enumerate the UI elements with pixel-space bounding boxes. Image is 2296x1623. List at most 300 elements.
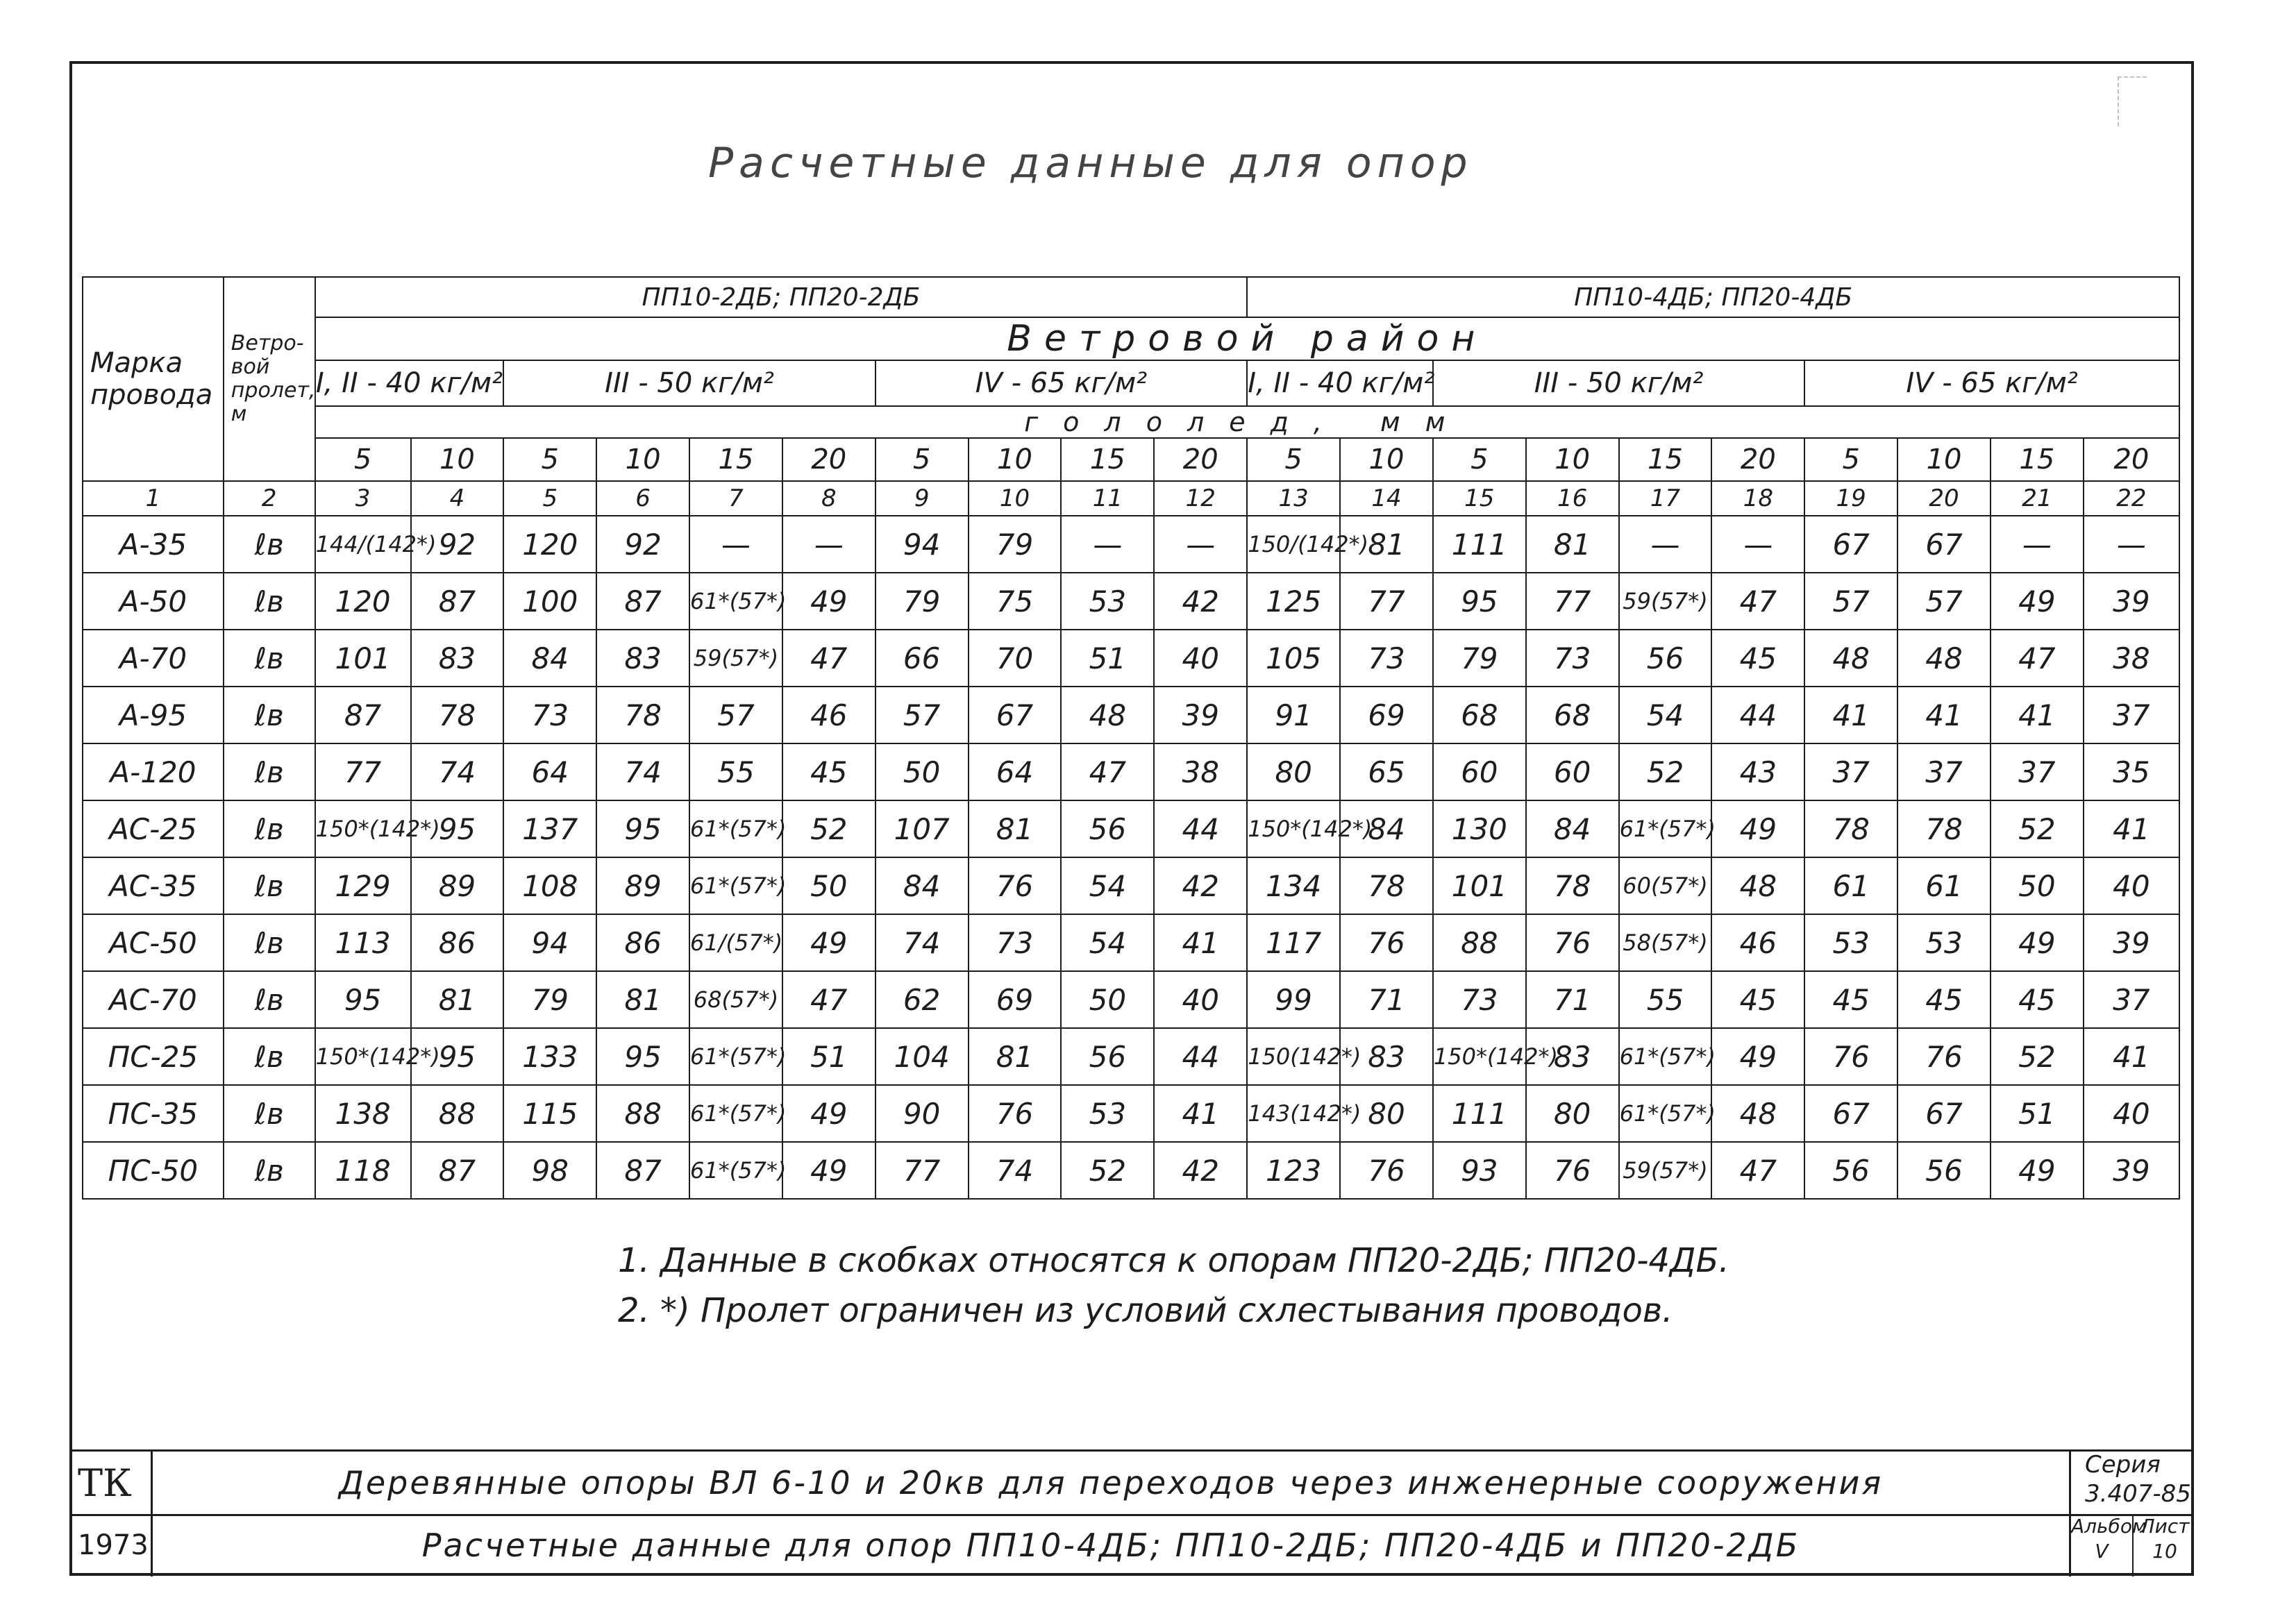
span-value-cell: 49	[1711, 800, 1804, 857]
span-value-cell: 39	[2084, 1142, 2179, 1199]
table-row	[83, 516, 2179, 573]
span-value-cell: 61*(57*)	[689, 1142, 782, 1199]
span-value-cell: 54	[1061, 914, 1154, 971]
col-header-wind-span: Ветро- вой пролет, м	[224, 277, 315, 481]
table-row	[83, 630, 2179, 687]
span-value-cell: —	[689, 516, 782, 573]
span-value-cell: 67	[1897, 1085, 1991, 1142]
span-value-cell: 87	[411, 1142, 504, 1199]
column-number-cell: 5	[503, 481, 596, 516]
ice-thickness-cell: 10	[411, 438, 504, 481]
wind-span-cell: ℓв	[224, 630, 315, 687]
span-value-cell: 79	[1433, 630, 1526, 687]
span-value-cell: 35	[2084, 743, 2179, 800]
bottom-border	[69, 1573, 2194, 1576]
span-value-cell: 49	[782, 914, 875, 971]
span-value-cell: 48	[1061, 687, 1154, 743]
span-value-cell: 41	[1897, 687, 1991, 743]
span-value-cell: 150*(142*)	[1247, 800, 1340, 857]
span-value-cell: 123	[1247, 1142, 1340, 1199]
span-value-cell: 68	[1526, 687, 1619, 743]
wire-brand-cell: ПС-25	[83, 1028, 224, 1085]
span-value-cell: 84	[875, 857, 969, 914]
span-value-cell: 69	[1340, 687, 1433, 743]
span-value-cell: 66	[875, 630, 969, 687]
span-value-cell: 91	[1247, 687, 1340, 743]
span-value-cell: 49	[782, 1142, 875, 1199]
span-value-cell: —	[1154, 516, 1247, 573]
wind-span-cell: ℓв	[224, 914, 315, 971]
ice-thickness-cell: 5	[315, 438, 411, 481]
span-value-cell: 67	[1804, 1085, 1897, 1142]
span-value-cell: 73	[503, 687, 596, 743]
table-row	[83, 687, 2179, 743]
column-number-cell: 12	[1154, 481, 1247, 516]
wire-brand-cell: А-50	[83, 573, 224, 630]
span-value-cell: 57	[1897, 573, 1991, 630]
span-value-cell: 49	[782, 573, 875, 630]
span-value-cell: 77	[1526, 573, 1619, 630]
span-value-cell: 76	[1526, 1142, 1619, 1199]
span-value-cell: 78	[596, 687, 689, 743]
span-value-cell: 45	[1711, 971, 1804, 1028]
span-value-cell: 41	[1154, 914, 1247, 971]
span-value-cell: 49	[1991, 1142, 2084, 1199]
span-value-cell: 79	[969, 516, 1062, 573]
span-value-cell: 138	[315, 1085, 411, 1142]
wind-span-cell: ℓв	[224, 971, 315, 1028]
span-value-cell: 46	[782, 687, 875, 743]
table-row	[83, 743, 2179, 800]
span-value-cell: 100	[503, 573, 596, 630]
span-value-cell: 86	[596, 914, 689, 971]
span-value-cell: 42	[1154, 573, 1247, 630]
span-value-cell: 67	[1804, 516, 1897, 573]
ice-thickness-cell: 20	[782, 438, 875, 481]
table-row	[83, 573, 2179, 630]
span-value-cell: 39	[1154, 687, 1247, 743]
group-header-2db: ПП10-2ДБ; ПП20-2ДБ	[315, 277, 1248, 317]
column-number-cell: 20	[1897, 481, 1991, 516]
wire-brand-cell: АС-50	[83, 914, 224, 971]
span-value-cell: 53	[1061, 1085, 1154, 1142]
span-value-cell: 39	[2084, 573, 2179, 630]
albom-value: V	[2095, 1540, 2109, 1563]
span-value-cell: 76	[1897, 1028, 1991, 1085]
span-value-cell: 111	[1433, 1085, 1526, 1142]
span-value-cell: 50	[1061, 971, 1154, 1028]
span-value-cell: 46	[1711, 914, 1804, 971]
span-value-cell: 65	[1340, 743, 1433, 800]
span-value-cell: 38	[2084, 630, 2179, 687]
list-label: Лист	[2140, 1515, 2190, 1538]
span-value-cell: 43	[1711, 743, 1804, 800]
span-value-cell: 76	[1340, 1142, 1433, 1199]
span-value-cell: 87	[315, 687, 411, 743]
span-value-cell: 111	[1433, 516, 1526, 573]
span-value-cell: 44	[1154, 800, 1247, 857]
span-value-cell: 50	[875, 743, 969, 800]
span-value-cell: 37	[1804, 743, 1897, 800]
span-value-cell: 79	[503, 971, 596, 1028]
column-number-cell: 6	[596, 481, 689, 516]
span-value-cell: 40	[2084, 1085, 2179, 1142]
span-value-cell: 83	[411, 630, 504, 687]
span-value-cell: 52	[1991, 800, 2084, 857]
span-value-cell: 60	[1433, 743, 1526, 800]
span-value-cell: 120	[315, 573, 411, 630]
span-value-cell: 90	[875, 1085, 969, 1142]
column-number-cell: 3	[315, 481, 411, 516]
span-value-cell: —	[1711, 516, 1804, 573]
span-value-cell: 89	[596, 857, 689, 914]
span-value-cell: 56	[1061, 1028, 1154, 1085]
corner-mark	[2118, 76, 2147, 126]
seriya-cell	[2069, 1452, 2194, 1514]
span-value-cell: 48	[1897, 630, 1991, 687]
ice-thickness-cell: 15	[1991, 438, 2084, 481]
span-value-cell: 44	[1711, 687, 1804, 743]
span-value-cell: 115	[503, 1085, 596, 1142]
data-table	[82, 276, 2180, 1200]
span-value-cell: 60	[1526, 743, 1619, 800]
span-value-cell: 113	[315, 914, 411, 971]
span-value-cell: 92	[411, 516, 504, 573]
span-value-cell: 104	[875, 1028, 969, 1085]
span-value-cell: 53	[1061, 573, 1154, 630]
span-value-cell: 50	[782, 857, 875, 914]
span-value-cell: 76	[1526, 914, 1619, 971]
span-value-cell: 143(142*)	[1247, 1085, 1340, 1142]
wind-zone-header: III - 50 кг/м²	[503, 360, 875, 406]
span-value-cell: 41	[1991, 687, 2084, 743]
span-value-cell: 53	[1804, 914, 1897, 971]
span-value-cell: 74	[875, 914, 969, 971]
span-value-cell: 42	[1154, 1142, 1247, 1199]
span-value-cell: 73	[1433, 971, 1526, 1028]
span-value-cell: 48	[1711, 857, 1804, 914]
span-value-cell: 81	[1526, 516, 1619, 573]
span-value-cell: 52	[1619, 743, 1712, 800]
span-value-cell: 78	[1897, 800, 1991, 857]
title-block	[69, 1449, 2194, 1574]
span-value-cell: 78	[1340, 857, 1433, 914]
ice-thickness-cell: 5	[875, 438, 969, 481]
span-value-cell: 134	[1247, 857, 1340, 914]
wind-span-cell: ℓв	[224, 516, 315, 573]
span-value-cell: 81	[596, 971, 689, 1028]
span-value-cell: 120	[503, 516, 596, 573]
column-number-cell: 18	[1711, 481, 1804, 516]
span-value-cell: 137	[503, 800, 596, 857]
title-block-line1: Деревянные опоры ВЛ 6-10 и 20кв для переходов через инженерные сооружения	[338, 1464, 1884, 1502]
span-value-cell: 61*(57*)	[689, 857, 782, 914]
span-value-cell: 57	[689, 687, 782, 743]
column-number-cell: 13	[1247, 481, 1340, 516]
span-value-cell: 47	[1061, 743, 1154, 800]
span-value-cell: 56	[1061, 800, 1154, 857]
span-value-cell: 45	[1897, 971, 1991, 1028]
span-value-cell: 94	[503, 914, 596, 971]
albom-list-cell	[2069, 1514, 2194, 1576]
column-number-cell: 17	[1619, 481, 1712, 516]
span-value-cell: 51	[1061, 630, 1154, 687]
span-value-cell: 95	[315, 971, 411, 1028]
span-value-cell: 87	[596, 573, 689, 630]
span-value-cell: 74	[596, 743, 689, 800]
span-value-cell: 61*(57*)	[1619, 800, 1712, 857]
span-value-cell: 68(57*)	[689, 971, 782, 1028]
span-value-cell: 45	[1804, 971, 1897, 1028]
span-value-cell: 80	[1526, 1085, 1619, 1142]
span-value-cell: 49	[1991, 914, 2084, 971]
span-value-cell: 47	[1711, 1142, 1804, 1199]
span-value-cell: 56	[1804, 1142, 1897, 1199]
span-value-cell: 41	[2084, 800, 2179, 857]
span-value-cell: 61*(57*)	[1619, 1028, 1712, 1085]
span-value-cell: 108	[503, 857, 596, 914]
span-value-cell: 54	[1061, 857, 1154, 914]
span-value-cell: 47	[1711, 573, 1804, 630]
span-value-cell: 95	[411, 1028, 504, 1085]
column-number-cell: 8	[782, 481, 875, 516]
span-value-cell: 52	[1061, 1142, 1154, 1199]
span-value-cell: 88	[1433, 914, 1526, 971]
albom-label: Альбом	[2071, 1515, 2147, 1538]
span-value-cell: 64	[969, 743, 1062, 800]
span-value-cell: 84	[1526, 800, 1619, 857]
span-value-cell: 76	[969, 857, 1062, 914]
span-value-cell: 77	[315, 743, 411, 800]
wind-zone-header: IV - 65 кг/м²	[1804, 360, 2179, 406]
span-value-cell: 75	[969, 573, 1062, 630]
span-value-cell: 77	[1340, 573, 1433, 630]
span-value-cell: 60(57*)	[1619, 857, 1712, 914]
page-title: Расчетные данные для опор	[708, 139, 1473, 187]
span-value-cell: 83	[1340, 1028, 1433, 1085]
span-value-cell: 57	[875, 687, 969, 743]
span-value-cell: 61*(57*)	[689, 1085, 782, 1142]
ice-thickness-cell: 20	[2084, 438, 2179, 481]
title-block-code-cell	[69, 1452, 153, 1514]
wind-zone-header: III - 50 кг/м²	[1433, 360, 1804, 406]
table-row	[83, 914, 2179, 971]
span-value-cell: 101	[1433, 857, 1526, 914]
ice-thickness-cell: 5	[1247, 438, 1340, 481]
wind-zone-header: IV - 65 кг/м²	[875, 360, 1247, 406]
span-value-cell: 41	[2084, 1028, 2179, 1085]
wire-brand-cell: А-120	[83, 743, 224, 800]
span-value-cell: 55	[689, 743, 782, 800]
note-2: 2. *) Пролет ограничен из условий схлестывания проводов.	[618, 1291, 1673, 1330]
span-value-cell: 69	[969, 971, 1062, 1028]
span-value-cell: 73	[1340, 630, 1433, 687]
span-value-cell: 61*(57*)	[1619, 1085, 1712, 1142]
span-value-cell: 61*(57*)	[689, 800, 782, 857]
column-number-cell: 15	[1433, 481, 1526, 516]
span-value-cell: 47	[782, 971, 875, 1028]
span-value-cell: 38	[1154, 743, 1247, 800]
span-value-cell: 48	[1804, 630, 1897, 687]
wire-brand-cell: АС-25	[83, 800, 224, 857]
wind-span-cell: ℓв	[224, 743, 315, 800]
wind-span-cell: ℓв	[224, 800, 315, 857]
span-value-cell: 73	[1526, 630, 1619, 687]
span-value-cell: 47	[1991, 630, 2084, 687]
ice-thickness-cell: 10	[596, 438, 689, 481]
span-value-cell: 99	[1247, 971, 1340, 1028]
span-value-cell: 150*(142*)	[315, 800, 411, 857]
span-value-cell: 52	[1991, 1028, 2084, 1085]
table-row	[83, 800, 2179, 857]
span-value-cell: 81	[969, 1028, 1062, 1085]
span-value-cell: 50	[1991, 857, 2084, 914]
ice-thickness-cell: 15	[1061, 438, 1154, 481]
span-value-cell: 61	[1804, 857, 1897, 914]
span-value-cell: 39	[2084, 914, 2179, 971]
ice-thickness-cell: 5	[1433, 438, 1526, 481]
span-value-cell: —	[1991, 516, 2084, 573]
span-value-cell: 105	[1247, 630, 1340, 687]
span-value-cell: 130	[1433, 800, 1526, 857]
column-number-cell: 2	[224, 481, 315, 516]
span-value-cell: 95	[596, 800, 689, 857]
wire-brand-cell: ПС-50	[83, 1142, 224, 1199]
span-value-cell: 73	[969, 914, 1062, 971]
table-row	[83, 1142, 2179, 1199]
column-number-cell: 1	[83, 481, 224, 516]
col-header-wire-brand: Марка провода	[83, 277, 224, 481]
span-value-cell: 81	[969, 800, 1062, 857]
span-value-cell: 59(57*)	[1619, 573, 1712, 630]
span-value-cell: 61	[1897, 857, 1991, 914]
span-value-cell: 84	[1340, 800, 1433, 857]
column-number-cell: 22	[2084, 481, 2179, 516]
column-number-cell: 11	[1061, 481, 1154, 516]
span-value-cell: 118	[315, 1142, 411, 1199]
ice-thickness-cell: 5	[1804, 438, 1897, 481]
list-value: 10	[2152, 1540, 2177, 1563]
wire-brand-cell: А-35	[83, 516, 224, 573]
span-value-cell: 61*(57*)	[689, 573, 782, 630]
span-value-cell: 45	[1991, 971, 2084, 1028]
span-value-cell: 87	[596, 1142, 689, 1199]
span-value-cell: 98	[503, 1142, 596, 1199]
ice-thickness-cell: 5	[503, 438, 596, 481]
span-value-cell: 62	[875, 971, 969, 1028]
span-value-cell: 59(57*)	[1619, 1142, 1712, 1199]
span-value-cell: —	[1061, 516, 1154, 573]
span-value-cell: 61*(57*)	[689, 1028, 782, 1085]
table-row	[83, 971, 2179, 1028]
span-value-cell: 49	[1991, 573, 2084, 630]
span-value-cell: 80	[1340, 1085, 1433, 1142]
seriya-value: 3.407-85	[2085, 1480, 2191, 1508]
wire-brand-cell: А-95	[83, 687, 224, 743]
span-value-cell: 133	[503, 1028, 596, 1085]
span-value-cell: 71	[1340, 971, 1433, 1028]
span-value-cell: 64	[503, 743, 596, 800]
ice-thickness-cell: 20	[1154, 438, 1247, 481]
span-value-cell: 150*(142*)	[1433, 1028, 1526, 1085]
wire-brand-cell: ПС-35	[83, 1085, 224, 1142]
span-value-cell: 144/(142*)	[315, 516, 411, 573]
span-value-cell: 68	[1433, 687, 1526, 743]
ice-thickness-cell: 10	[1897, 438, 1991, 481]
note-1: 1. Данные в скобках относятся к опорам ПП20-2ДБ; ПП20-4ДБ.	[618, 1241, 1729, 1280]
span-value-cell: 95	[1433, 573, 1526, 630]
seriya-label: Серия	[2085, 1451, 2161, 1479]
span-value-cell: 87	[411, 573, 504, 630]
wind-span-cell: ℓв	[224, 573, 315, 630]
wind-span-cell: ℓв	[224, 857, 315, 914]
span-value-cell: 89	[411, 857, 504, 914]
span-value-cell: 76	[1340, 914, 1433, 971]
span-value-cell: 59(57*)	[689, 630, 782, 687]
table-row	[83, 1085, 2179, 1142]
span-value-cell: 79	[875, 573, 969, 630]
span-value-cell: 37	[2084, 971, 2179, 1028]
span-value-cell: 88	[411, 1085, 504, 1142]
span-value-cell: 37	[1897, 743, 1991, 800]
span-value-cell: 41	[1154, 1085, 1247, 1142]
wire-brand-cell: А-70	[83, 630, 224, 687]
table-row	[83, 1028, 2179, 1085]
span-value-cell: 54	[1619, 687, 1712, 743]
wind-span-cell: ℓв	[224, 687, 315, 743]
column-number-cell: 9	[875, 481, 969, 516]
span-value-cell: 51	[1991, 1085, 2084, 1142]
column-number-cell: 19	[1804, 481, 1897, 516]
span-value-cell: 40	[1154, 971, 1247, 1028]
span-value-cell: 74	[969, 1142, 1062, 1199]
span-value-cell: 74	[411, 743, 504, 800]
span-value-cell: 67	[1897, 516, 1991, 573]
year: 1973	[78, 1529, 149, 1561]
title-block-line2: Расчетные данные для опор ПП10-4ДБ; ПП10-2ДБ; ПП20-4ДБ и ПП20-2ДБ	[421, 1527, 1800, 1564]
span-value-cell: 125	[1247, 573, 1340, 630]
span-value-cell: 78	[411, 687, 504, 743]
span-value-cell: 117	[1247, 914, 1340, 971]
org-code: ТК	[78, 1461, 132, 1505]
span-value-cell: 80	[1247, 743, 1340, 800]
ice-thickness-cell: 15	[1619, 438, 1712, 481]
table-row	[83, 857, 2179, 914]
group-header-4db: ПП10-4ДБ; ПП20-4ДБ	[1247, 277, 2179, 317]
span-value-cell: 150/(142*)	[1247, 516, 1340, 573]
span-value-cell: 78	[1526, 857, 1619, 914]
span-value-cell: 47	[782, 630, 875, 687]
span-value-cell: 53	[1897, 914, 1991, 971]
span-value-cell: 58(57*)	[1619, 914, 1712, 971]
wire-brand-cell: АС-35	[83, 857, 224, 914]
span-value-cell: 93	[1433, 1142, 1526, 1199]
column-number-cell: 21	[1991, 481, 2084, 516]
wire-brand-cell: АС-70	[83, 971, 224, 1028]
span-value-cell: 107	[875, 800, 969, 857]
span-value-cell: 88	[596, 1085, 689, 1142]
span-value-cell: 77	[875, 1142, 969, 1199]
span-value-cell: 41	[1804, 687, 1897, 743]
span-value-cell: —	[782, 516, 875, 573]
span-value-cell: 101	[315, 630, 411, 687]
albom-box	[2071, 1514, 2147, 1576]
span-value-cell: 44	[1154, 1028, 1247, 1085]
span-value-cell: 49	[1711, 1028, 1804, 1085]
wind-zone-header: I, II - 40 кг/м²	[315, 360, 504, 406]
span-value-cell: 95	[596, 1028, 689, 1085]
span-value-cell: 83	[596, 630, 689, 687]
